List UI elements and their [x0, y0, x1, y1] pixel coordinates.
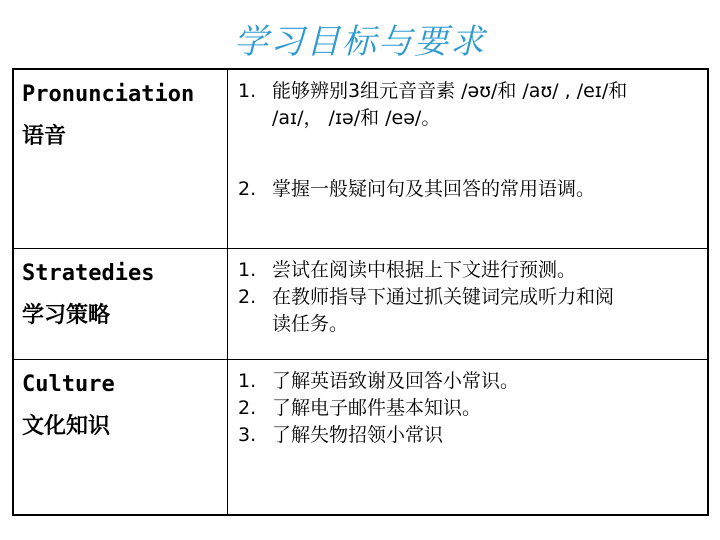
page-title: 学习目标与要求 [234, 22, 486, 62]
category-label-zh: 语音 [22, 124, 67, 149]
item-number: 2. [238, 286, 257, 308]
category-label-zh: 文化知识 [22, 414, 111, 439]
category-label-zh: 学习策略 [22, 303, 111, 328]
item-text: 掌握一般疑问句及其回答的常用语调。 [272, 178, 596, 200]
item-text: 了解失物招领小常识 [272, 424, 444, 446]
list-item [238, 78, 699, 132]
table-row-culture [13, 360, 708, 516]
item-number: 1. [238, 80, 257, 102]
list-item [238, 422, 699, 449]
category-label-en: Pronunciation [22, 82, 195, 107]
item-text: 了解电子邮件基本知识。 [272, 397, 482, 419]
list-item [238, 284, 699, 338]
item-text: 在教师指导下通过抓关键词完成听力和阅 [272, 286, 615, 308]
items-cell [228, 69, 709, 249]
goal-list [238, 257, 699, 338]
item-number: 1. [238, 370, 257, 392]
list-item [238, 368, 699, 395]
item-text: 能够辨别3组元音音素 /əʊ/和 /aʊ/ , /eɪ/和 [272, 80, 628, 102]
table-row-pronunciation [13, 69, 708, 249]
item-text: 了解英语致谢及回答小常识。 [272, 370, 520, 392]
item-text-continued: 读任务。 [272, 313, 349, 335]
item-text: 尝试在阅读中根据上下文进行预测。 [272, 259, 577, 281]
items-cell [228, 249, 709, 360]
category-label-en: Stratedies [22, 261, 155, 286]
items-cell [228, 360, 709, 516]
goal-list [238, 78, 699, 203]
item-number: 2. [238, 397, 257, 419]
table-row-strategies [13, 249, 708, 360]
goal-list [238, 368, 699, 449]
list-item [238, 257, 699, 284]
goals-table [12, 68, 709, 516]
item-text-continued: /aɪ/， /ɪə/和 /eə/。 [272, 107, 441, 129]
list-item [238, 176, 699, 203]
category-cell [13, 249, 228, 360]
list-item [238, 395, 699, 422]
category-cell [13, 69, 228, 249]
item-number: 2. [238, 178, 257, 200]
item-number: 1. [238, 259, 257, 281]
category-cell [13, 360, 228, 516]
category-label-en: Culture [22, 372, 115, 397]
item-number: 3. [238, 424, 257, 446]
